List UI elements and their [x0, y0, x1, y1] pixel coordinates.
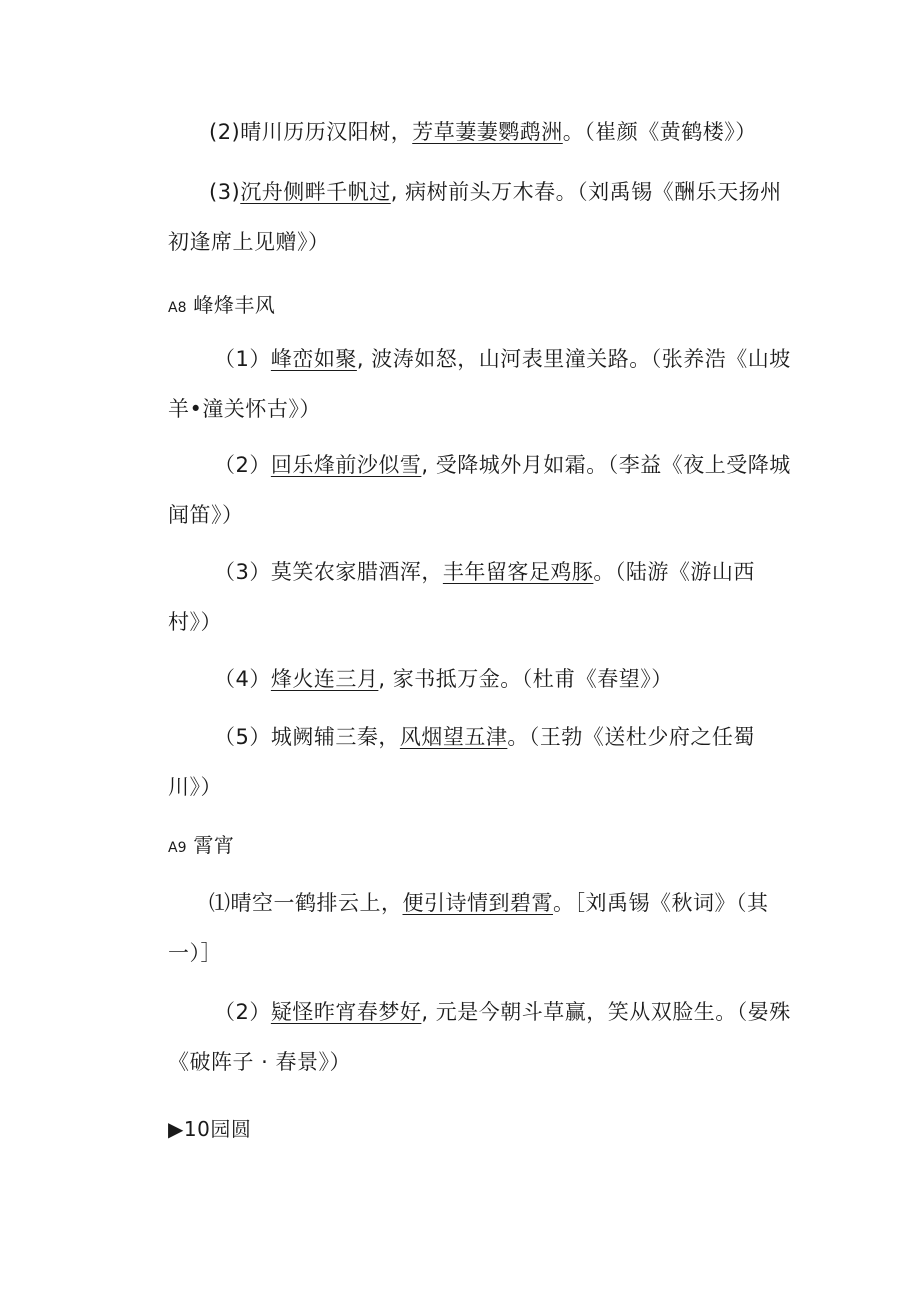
poem-source: 。（陆游《游山西	[593, 560, 755, 584]
poem-text: , 病树前头万木春。（刘禹锡《酬乐天扬州	[390, 180, 782, 204]
item-number: （5）	[214, 725, 271, 749]
entry-marker: A9	[168, 840, 187, 856]
poem-text: , 受降城外月如霜。（李益《夜上受降城	[421, 453, 791, 477]
poem-line-8-5	[214, 723, 755, 751]
poem-line-9-1-cont	[168, 939, 222, 967]
poem-text: 晴空一鹤排云上，	[230, 891, 403, 915]
entry-header-8	[168, 291, 275, 322]
poem-line-8-4	[214, 665, 673, 693]
item-number: (2)	[209, 120, 241, 144]
poem-line-7-3	[209, 178, 782, 206]
underlined-answer: 峰峦如聚	[270, 347, 357, 371]
poem-source: 村》）	[168, 610, 222, 634]
poem-text: , 波涛如怒，山河表里潼关路。（张养浩《山坡	[356, 347, 791, 371]
poem-text: 莫笑农家腊酒浑，	[270, 560, 443, 584]
underlined-answer: 便引诗情到碧霄	[402, 891, 553, 915]
entry-title: 峰烽丰风	[193, 293, 276, 317]
underlined-answer: 烽火连三月	[270, 667, 379, 691]
item-number: （2）	[214, 1000, 271, 1024]
poem-source: 。（崔颜《黄鹤楼》）	[562, 120, 757, 144]
underlined-answer: 疑怪昨宵春梦好	[270, 1000, 422, 1024]
poem-line-9-2	[214, 998, 791, 1026]
entry-marker: A8	[168, 300, 187, 316]
poem-text: 晴川历历汉阳树，	[240, 120, 413, 144]
underlined-answer: 回乐烽前沙似雪	[270, 453, 422, 477]
item-number: （4）	[214, 667, 271, 691]
poem-line-8-2	[214, 451, 791, 479]
entry-header-10	[168, 1115, 251, 1143]
poem-source: 一）］	[168, 941, 222, 965]
poem-source: 。（王勃《送杜少府之任蜀	[507, 725, 755, 749]
entry-header-9	[168, 831, 234, 862]
poem-text: , 元是今朝斗草赢，笑从双脸生。（晏殊	[421, 1000, 791, 1024]
poem-source: 。［刘禹锡《秋词》（其	[553, 891, 769, 915]
poem-source: 羊•潼关怀古》）	[168, 397, 321, 421]
underlined-answer: 芳草萋萋鹦鹉洲	[412, 120, 563, 144]
poem-line-9-1	[209, 889, 769, 917]
item-number: （2）	[214, 453, 271, 477]
poem-line-8-1	[214, 345, 791, 373]
item-number: ⑴	[209, 891, 231, 915]
underlined-answer: 丰年留客足鸡豚	[442, 560, 594, 584]
poem-line-8-2-cont	[168, 501, 244, 529]
poem-source: 闻笛》）	[168, 503, 244, 527]
poem-text: , 家书抵万金。（杜甫《春望》）	[378, 667, 673, 691]
poem-line-7-3-cont	[168, 228, 330, 256]
item-number: (3)	[209, 180, 241, 204]
poem-line-8-3	[214, 558, 755, 586]
poem-line-8-3-cont	[168, 608, 222, 636]
poem-line-7-2	[209, 118, 757, 146]
underlined-answer: 沉舟侧畔千帆过	[240, 180, 391, 204]
poem-source: 《破阵子 · 春景》）	[168, 1050, 352, 1074]
poem-line-8-1-cont	[168, 395, 321, 423]
underlined-answer: 风烟望五津	[399, 725, 508, 749]
poem-source: 初逢席上见赠》）	[168, 230, 330, 254]
entry-marker: ▶10	[168, 1117, 211, 1141]
poem-line-8-5-cont	[168, 773, 222, 801]
entry-title: 园圆	[210, 1117, 252, 1141]
item-number: （1）	[214, 347, 271, 371]
item-number: （3）	[214, 560, 271, 584]
poem-line-9-2-cont	[168, 1048, 351, 1076]
poem-source: 川》）	[168, 775, 222, 799]
poem-text: 城阙辅三秦，	[270, 725, 400, 749]
entry-title: 霄宵	[193, 833, 235, 857]
